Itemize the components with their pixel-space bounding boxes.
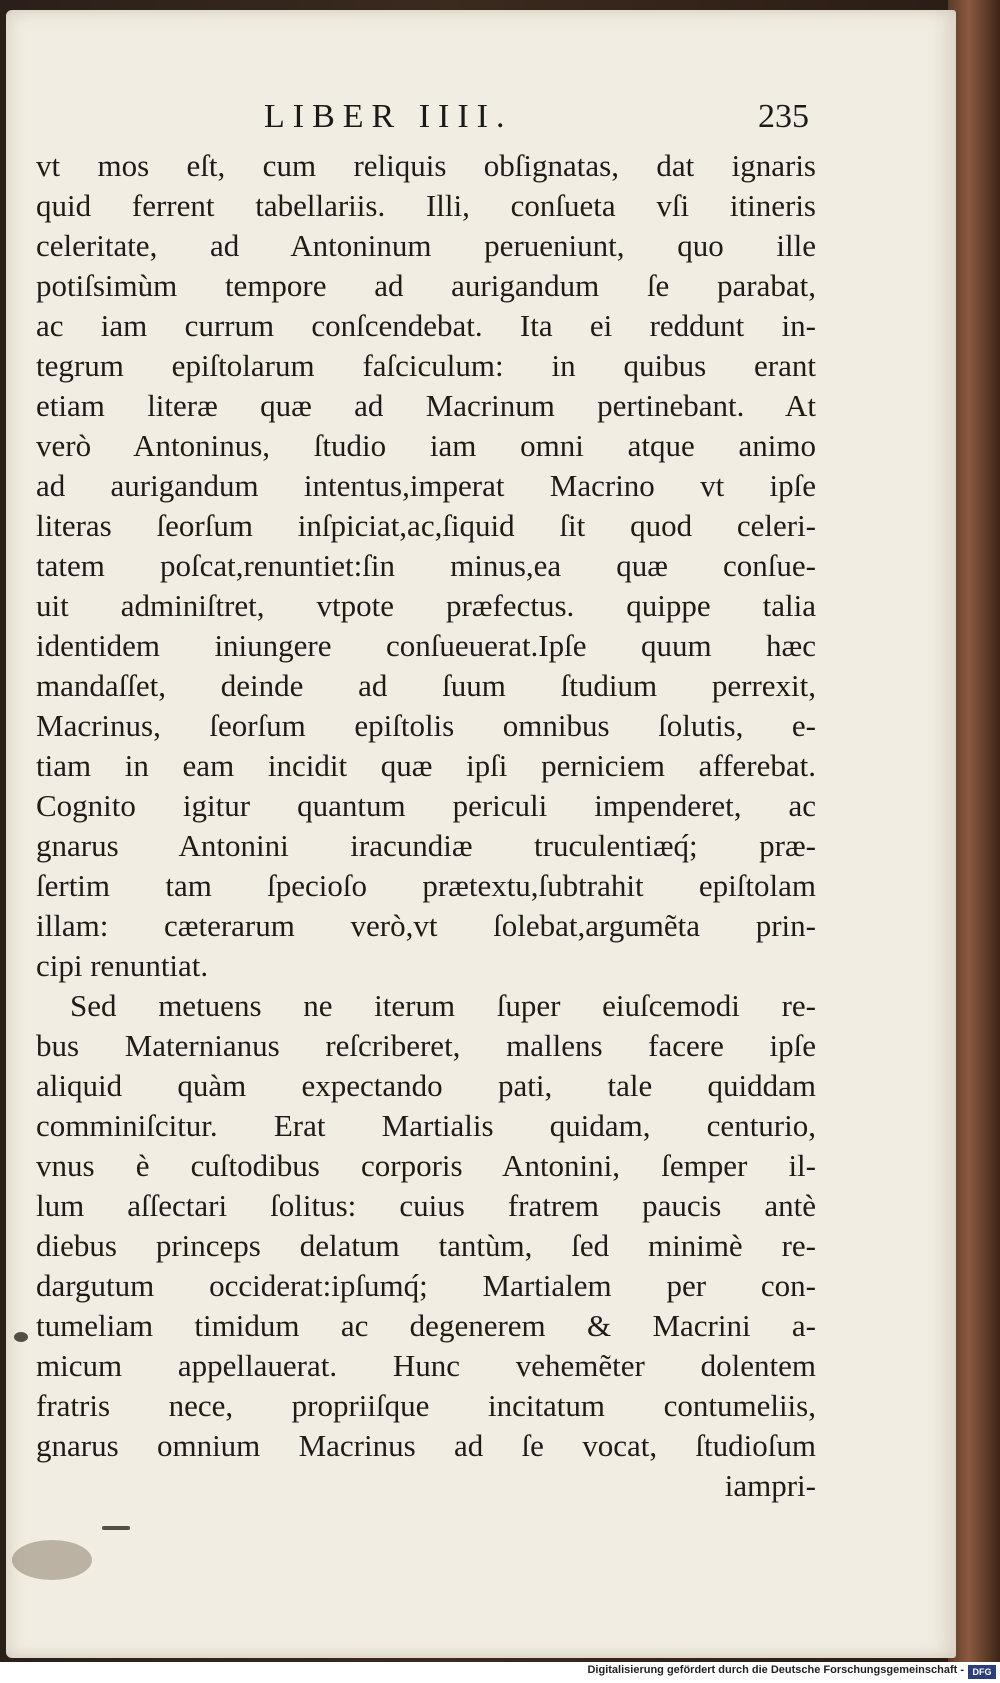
text-line: tiam in eam incidit quæ ipſi perniciem afferebat.: [36, 748, 816, 783]
text-line: fratris nece, propriiſque incitatum contumeliis,: [36, 1388, 816, 1423]
text-line: ac iam currum conſcendebat. Ita ei reddunt in-: [36, 308, 816, 343]
text-line: illam: cæterarum verò,vt ſolebat,argumẽta prin-: [36, 908, 816, 943]
text-line: Macrinus, ſeorſum epiſtolis omnibus ſolutis, e-: [36, 708, 816, 743]
text-line: quid ferrent tabellariis. Illi, conſueta vſi itineris: [36, 188, 816, 223]
running-title: LIBER IIII.: [264, 98, 513, 135]
text-line: etiam literæ quæ ad Macrinum pertinebant. At: [36, 388, 816, 423]
text-line: tegrum epiſtolarum faſciculum: in quibus erant: [36, 348, 816, 383]
text-line: potiſsimùm tempore ad aurigandum ſe parabat,: [36, 268, 816, 303]
text-line: diebus princeps delatum tantùm, ſed minimè re-: [36, 1228, 816, 1263]
book-page: [6, 10, 956, 1658]
text-line: gnarus omnium Macrinus ad ſe vocat, ſtudioſum: [36, 1428, 816, 1463]
text-line: uit adminiſtret, vtpote præfectus. quippe talia: [36, 588, 816, 623]
text-line: micum appellauerat. Hunc vehemẽter dolentem: [36, 1348, 816, 1383]
text-line: ſertim tam ſpecioſo prætextu,ſubtrahit epiſtolam: [36, 868, 816, 903]
text-block: [36, 146, 816, 1506]
text-line: tumeliam timidum ac degenerem & Macrini a-: [36, 1308, 816, 1343]
footer-bar: [0, 1662, 1000, 1683]
text-line: identidem iniungere conſueuerat.Ipſe quum hæc: [36, 628, 816, 663]
text-line: gnarus Antonini iracundiæ truculentiæq́; præ-: [36, 828, 816, 863]
text-line: literas ſeorſum inſpiciat,ac,ſiquid ſit quod celeri-: [36, 508, 816, 543]
catchword: iampri-: [724, 1468, 816, 1503]
text-line: ad aurigandum intentus,imperat Macrino vt ipſe: [36, 468, 816, 503]
text-line: verò Antoninus, ſtudio iam omni atque animo: [36, 428, 816, 463]
text-line: dargutum occiderat:ipſumq́; Martialem per con-: [36, 1268, 816, 1303]
page-number: 235: [758, 98, 809, 135]
text-line: vt mos eſt, cum reliquis obſignatas, dat ignaris: [36, 148, 816, 183]
ink-spot: [14, 1332, 28, 1342]
text-line: celeritate, ad Antoninum perueniunt, quo ille: [36, 228, 816, 263]
text-line: cipi renuntiat.: [36, 948, 209, 983]
text-line: aliquid quàm expectando pati, tale quiddam: [36, 1068, 816, 1103]
text-line: lum aſſectari ſolitus: cuius fratrem paucis antè: [36, 1188, 816, 1223]
dfg-logo: DFG: [968, 1665, 996, 1679]
text-line: Cognito igitur quantum periculi impenderet, ac: [36, 788, 816, 823]
text-line: comminiſcitur. Erat Martialis quidam, centurio,: [36, 1108, 816, 1143]
running-head: [6, 98, 956, 142]
funding-credit: Digitalisierung gefördert durch die Deutsche Forschungsgemeinschaft -: [587, 1664, 964, 1676]
text-line: tatem poſcat,renuntiet:ſin minus,ea quæ conſue-: [36, 548, 816, 583]
text-line: Sed metuens ne iterum ſuper eiuſcemodi re-: [70, 988, 816, 1023]
ink-spot: [102, 1526, 130, 1530]
text-line: bus Maternianus reſcriberet, mallens facere ipſe: [36, 1028, 816, 1063]
stain: [12, 1540, 92, 1580]
text-line: vnus è cuſtodibus corporis Antonini, ſemper il-: [36, 1148, 816, 1183]
text-line: mandaſſet, deinde ad ſuum ſtudium perrexit,: [36, 668, 816, 703]
